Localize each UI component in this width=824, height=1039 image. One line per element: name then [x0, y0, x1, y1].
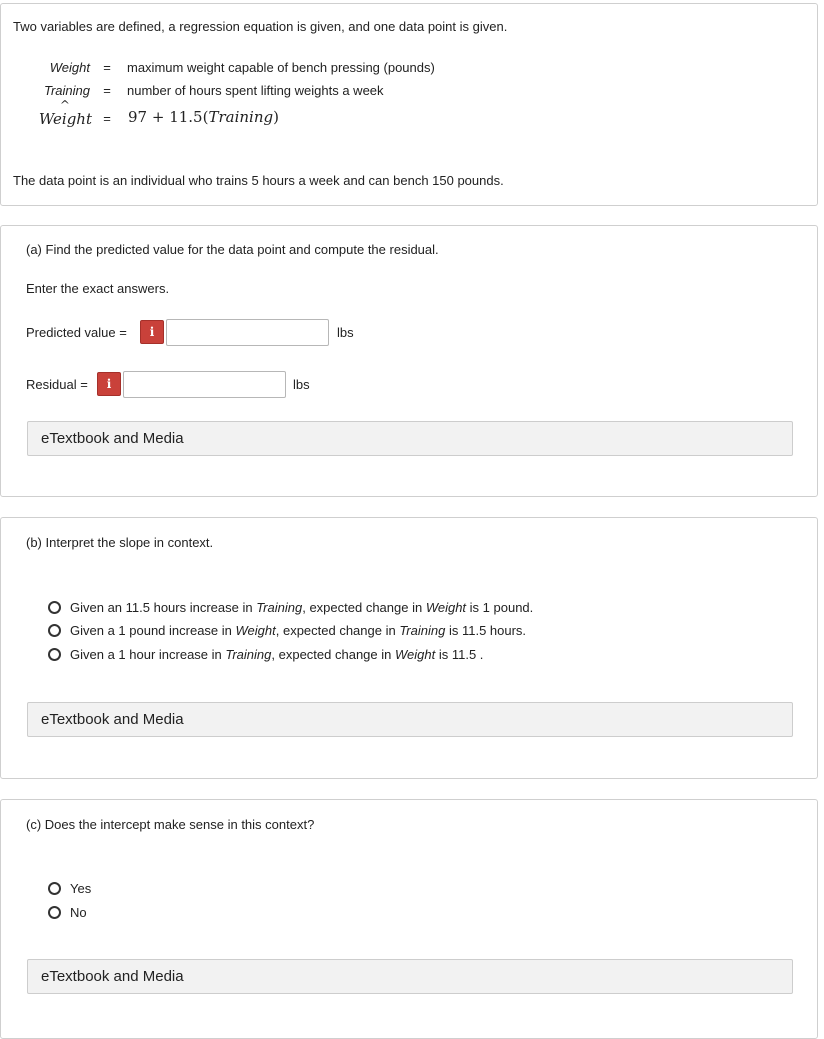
radio-button[interactable]: [48, 601, 61, 614]
slope-option-3[interactable]: [48, 647, 483, 662]
definition-equals: =: [103, 83, 111, 98]
data-point-statement: The data point is an individual who trains 5 hours a week and can bench 150 pounds.: [13, 173, 504, 188]
option-text: Given a 1 pound increase in Weight, expected change in Training is 11.5 hours.: [70, 623, 527, 638]
residual-unit: lbs: [293, 377, 310, 392]
slope-option-2[interactable]: [48, 623, 526, 638]
equation-numbers: 97 + 11.5(: [128, 108, 209, 126]
part-a-panel: [0, 225, 818, 497]
predicted-value-label: Predicted value =: [26, 325, 127, 340]
option-text: No: [70, 905, 87, 920]
radio-button[interactable]: [48, 882, 61, 895]
equation-lhs-weight-hat: [12, 110, 92, 128]
definition-equals: =: [103, 60, 111, 75]
equation-close-paren: ): [273, 108, 279, 126]
residual-input[interactable]: [123, 371, 286, 398]
regression-equation: [128, 108, 279, 126]
option-text: Yes: [70, 881, 92, 896]
intro-statement: Two variables are defined, a regression equation is given, and one data point is given.: [13, 19, 508, 34]
part-b-panel: [0, 517, 818, 779]
part-b-question: (b) Interpret the slope in context.: [26, 535, 214, 550]
part-c-question: (c) Does the intercept make sense in this context?: [26, 817, 315, 832]
equation-variable: Training: [208, 108, 274, 126]
slope-option-1[interactable]: [48, 600, 533, 615]
part-a-instruction: Enter the exact answers.: [26, 281, 170, 296]
weight-hat: ^ Weight: [39, 110, 92, 128]
equation-equals: =: [103, 111, 111, 126]
part-c-panel: [0, 799, 818, 1039]
radio-button[interactable]: [48, 624, 61, 637]
predicted-unit: lbs: [337, 325, 354, 340]
intercept-option-no[interactable]: [48, 905, 87, 920]
etextbook-media-button-c[interactable]: eTextbook and Media: [27, 959, 793, 994]
etextbook-media-button-a[interactable]: eTextbook and Media: [27, 421, 793, 456]
residual-label: Residual =: [26, 377, 88, 392]
definition-meaning-training: number of hours spent lifting weights a week: [127, 83, 384, 98]
option-text: Given a 1 hour increase in Training, expected change in Weight is 11.5 .: [70, 647, 484, 662]
definition-meaning-weight: maximum weight capable of bench pressing (pounds): [127, 60, 435, 75]
radio-button[interactable]: [48, 648, 61, 661]
definition-term-training: Training: [43, 83, 90, 98]
part-a-question: (a) Find the predicted value for the data point and compute the residual.: [26, 242, 439, 257]
predicted-value-input[interactable]: [166, 319, 329, 346]
predicted-info-icon[interactable]: i: [140, 320, 164, 344]
intercept-option-yes[interactable]: [48, 881, 91, 896]
etextbook-media-button-b[interactable]: eTextbook and Media: [27, 702, 793, 737]
option-text: Given an 11.5 hours increase in Training, expected change in Weight is 1 pound.: [70, 600, 534, 615]
residual-info-icon[interactable]: i: [97, 372, 121, 396]
definition-term-weight: Weight: [49, 60, 90, 75]
intro-panel: [0, 3, 818, 206]
radio-button[interactable]: [48, 906, 61, 919]
